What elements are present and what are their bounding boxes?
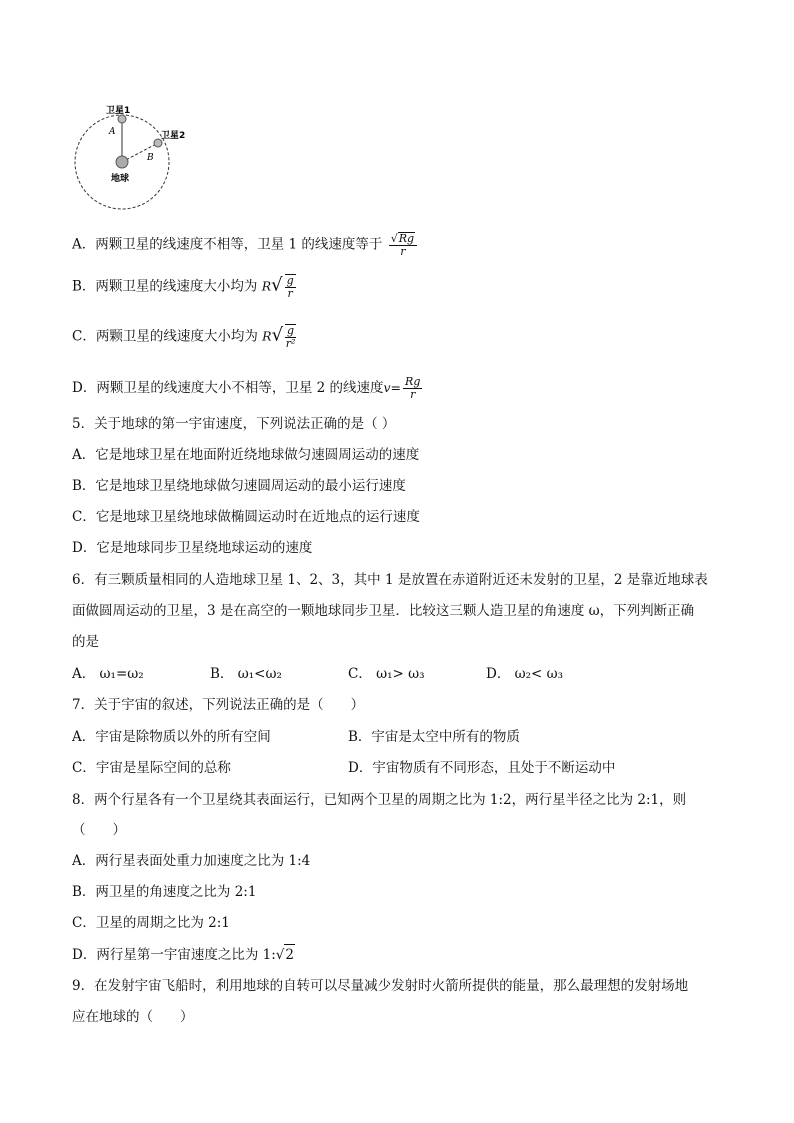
q8-option-a: A．两行星表面处重力加速度之比为 1:4 (72, 853, 311, 869)
q7-option-d: D．宇宙物质有不同形态，且处于不断运动中 (348, 760, 616, 776)
point-a-label: A (109, 127, 116, 137)
q4-option-b-text: B．两颗卫星的线速度大小均为 (72, 278, 258, 295)
q9-stem-line-1: 9．在发射宇宙飞船时，利用地球的自转可以尽量减少发射时火箭所提供的能量，那么最理想的发射场地 (72, 978, 689, 994)
q6-option-c: C． ω₁> ω₃ (348, 666, 425, 682)
q4-b-num: g (286, 274, 294, 287)
q4-a-num: Rg (398, 232, 415, 245)
q4-d-den: r (410, 388, 416, 401)
earth-label: 地球 (111, 174, 130, 184)
q8-option-c: C．卫星的周期之比为 2:1 (72, 915, 230, 931)
point-b-label: B (147, 153, 154, 163)
q9-stem-line-2: 应在地球的（ ） (72, 1009, 194, 1025)
q4-d-var: v= (383, 380, 402, 395)
sat2-label: 卫星2 (161, 131, 186, 141)
q4-c-den: r² (285, 337, 296, 350)
q4-option-a-formula: $\frac{√Rg}{r}$ (389, 232, 417, 258)
q4-option-b-formula (285, 274, 296, 300)
q4-b-den: r (287, 287, 293, 300)
q4-option-c-text: C．两颗卫星的线速度大小均为 (72, 328, 258, 345)
q4-option-d (72, 376, 424, 401)
q8-option-d: D．两行星第一宇宙速度之比为 1:√2 (72, 944, 295, 965)
q5-option-d: D．它是地球同步卫星绕地球运动的速度 (72, 540, 313, 556)
q8-d-radicand: 2 (284, 944, 295, 965)
q8-stem-line-2: （ ） (72, 822, 126, 838)
q4-option-d-formula (403, 376, 422, 401)
q5-option-a: A．它是地球卫星在地面附近绕地球做匀速圆周运动的速度 (72, 447, 420, 463)
q6-stem-line-2: 面做圆周运动的卫星，3 是在高空的一颗地球同步卫星．比较这三颗人造卫星的角速度 ω，下列判断正确 (72, 603, 695, 619)
q4-c-num: g (287, 324, 295, 337)
q7-option-c: C．宇宙是星际空间的总称 (72, 760, 231, 776)
q4-option-d-text: D．两颗卫星的线速度大小不相等，卫星 2 的线速度 (72, 380, 384, 396)
q5-option-c: C．它是地球卫星绕地球做椭圆运动时在近地点的运行速度 (72, 509, 420, 525)
q8-option-d-text: D．两行星第一宇宙速度之比为 1: (72, 947, 276, 963)
q7-option-a: A．宇宙是除物质以外的所有空间 (72, 729, 271, 745)
satellite-1 (118, 115, 126, 123)
q6-stem-line-1: 6．有三颗质量相同的人造地球卫星 1、2、3，其中 1 是放置在赤道附近还未发射的卫星，2 是靠近地球表 (72, 572, 708, 588)
sat1-label: 卫星1 (106, 106, 131, 116)
q7-option-b: B．宇宙是太空中所有的物质 (348, 729, 520, 745)
q4-option-b: B．两颗卫星的线速度大小均为 R√ $\frac{g}{r}$ (72, 274, 294, 300)
q6-stem-line-3: 的是 (72, 634, 99, 650)
earth (116, 156, 128, 168)
q8-option-b: B．两卫星的角速度之比为 2:1 (72, 884, 257, 900)
q4-a-den: r (400, 245, 406, 258)
q4-option-a (72, 232, 419, 258)
q4-c-coef: R (262, 328, 272, 344)
q5-option-b: B．它是地球卫星绕地球做匀速圆周运动的最小运行速度 (72, 478, 406, 494)
q8-stem-line-1: 8．两个行星各有一个卫星绕其表面运行，已知两个卫星的周期之比为 1:2，两行星半径之比为 2:1，则 (72, 792, 687, 808)
q4-option-c: C．两颗卫星的线速度大小均为 R√ $\frac{g}{\text{r²}}$ (72, 324, 296, 350)
q4-option-c-formula (285, 324, 296, 350)
q6-option-a: A． ω₁=ω₂ (72, 666, 144, 682)
q6-option-d: D． ω₂< ω₃ (486, 666, 564, 682)
q6-option-b: B． ω₁<ω₂ (210, 666, 282, 682)
q7-stem: 7．关于宇宙的叙述，下列说法正确的是（ ） (72, 697, 365, 713)
satellite-orbit-diagram (68, 102, 186, 214)
q5-stem: 5．关于地球的第一宇宙速度，下列说法正确的是（ ） (72, 416, 396, 432)
q4-d-num: Rg (405, 375, 421, 388)
q4-b-coef: R (261, 278, 272, 294)
q4-option-a-text: A．两颗卫星的线速度不相等，卫星 1 的线速度等于 (72, 236, 383, 253)
